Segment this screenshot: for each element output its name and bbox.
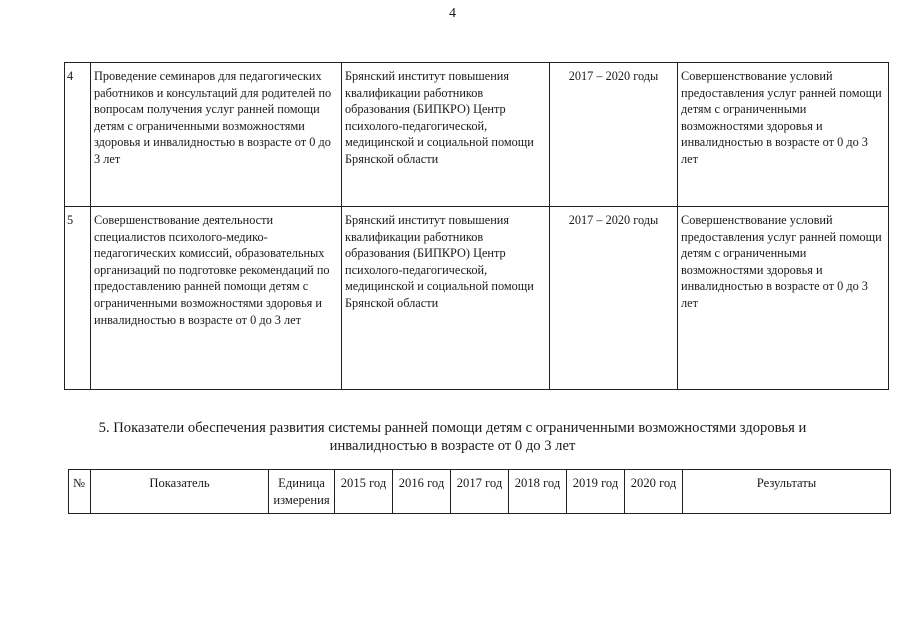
- table-header-row: [69, 470, 891, 514]
- result-cell: Совершенствование условий предоставления услуг ранней помощи детям с ограниченными возможностями здоровья и инвалидностью в возрасте от 0 до 3 лет: [678, 63, 889, 207]
- header-2015: 2015 год: [335, 470, 393, 514]
- row-number: 5: [65, 207, 91, 390]
- executors-cell: Брянский институт повышения квалификации работников образования (БИПКРО) Центр психолого-педагогической, медицинской и социальной помощи Брянской области: [342, 207, 550, 390]
- activity-cell: Совершенствование деятельности специалистов психолого-медико-педагогических комиссий, образовательных организаций по подготовке рекомендаций по предоставлению ранней помощи детям с ограниченными возможностями здоровья и инвалидностью в возрасте от 0 до 3 лет: [91, 207, 342, 390]
- activity-cell: Проведение семинаров для педагогических работников и консультаций для родителей по вопросам получения услуг ранней помощи детям с ограниченными возможностями здоровья и инвалидностью в возрасте от 0 до 3 лет: [91, 63, 342, 207]
- header-2019: 2019 год: [567, 470, 625, 514]
- header-2016: 2016 год: [393, 470, 451, 514]
- header-2017: 2017 год: [451, 470, 509, 514]
- executors-cell: Брянский институт повышения квалификации работников образования (БИПКРО) Центр психолого-педагогической, медицинской и социальной помощи Брянской области: [342, 63, 550, 207]
- header-2020: 2020 год: [625, 470, 683, 514]
- activities-table: [64, 62, 889, 390]
- indicators-table: [68, 469, 891, 514]
- header-indicator: Показатель: [91, 470, 269, 514]
- period-cell: 2017 – 2020 годы: [550, 207, 678, 390]
- row-number: 4: [65, 63, 91, 207]
- period-cell: 2017 – 2020 годы: [550, 63, 678, 207]
- section-heading: [0, 420, 905, 455]
- header-number: №: [69, 470, 91, 514]
- result-cell: Совершенствование условий предоставления услуг ранней помощи детям с ограниченными возможностями здоровья и инвалидностью в возрасте от 0 до 3 лет: [678, 207, 889, 390]
- table-row: [65, 207, 889, 390]
- header-2018: 2018 год: [509, 470, 567, 514]
- page-number: 4: [449, 6, 456, 21]
- section-heading-line1: 5. Показатели обеспечения развития системы ранней помощи детям с ограниченными возможностями здоровья и: [98, 420, 807, 436]
- table-row: [65, 63, 889, 207]
- header-unit: Единица измерения: [269, 470, 335, 514]
- header-results: Результаты: [683, 470, 891, 514]
- section-heading-line2: инвалидностью в возрасте от 0 до 3 лет: [329, 437, 576, 454]
